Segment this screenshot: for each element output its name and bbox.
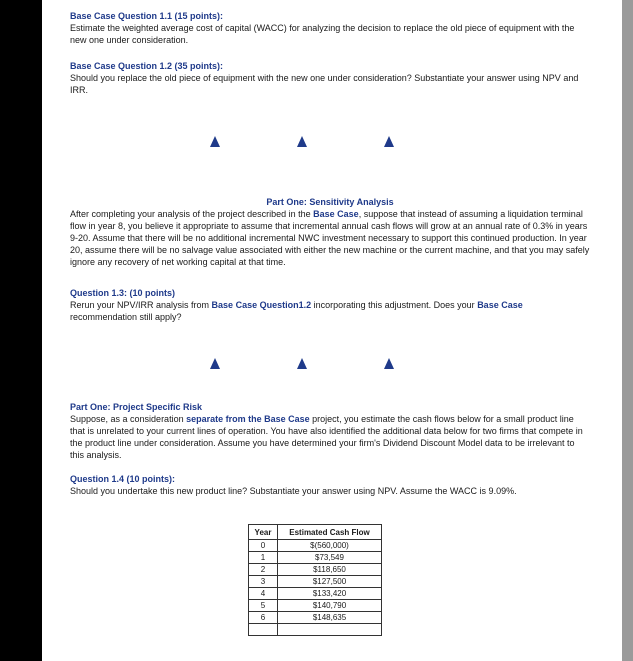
question-1-4 (70, 473, 590, 497)
triangle-icon (210, 358, 220, 369)
cash-flow-column-header: Estimated Cash Flow (278, 525, 382, 540)
sensitivity-base-case-emphasis: Base Case (313, 209, 359, 219)
sensitivity-analysis-text (70, 208, 590, 268)
table-row (249, 588, 382, 600)
q13-text-part-1: Rerun your NPV/IRR analysis from (70, 300, 212, 310)
question-1-1-text: Estimate the weighted average cost of capital (WACC) for analyzing the decision to replace the old piece of equipment with the new one under consideration. (70, 23, 575, 45)
project-specific-risk-section (70, 401, 590, 461)
table-row (249, 564, 382, 576)
table-row (249, 552, 382, 564)
sensitivity-analysis-section (70, 196, 590, 268)
year-column-header: Year (249, 525, 278, 540)
document-page (42, 0, 622, 661)
risk-emphasis: separate from the Base Case (186, 414, 310, 424)
question-1-4-title: Question 1.4 (10 points): (70, 474, 176, 484)
table-row (249, 624, 382, 636)
cash-flow-cell: $(560,000) (278, 540, 382, 552)
cash-flow-cell: $148,635 (278, 612, 382, 624)
triangle-icon (384, 136, 394, 147)
triangle-icon (297, 358, 307, 369)
year-cell: 5 (249, 600, 278, 612)
cash-flow-table (248, 524, 382, 636)
sensitivity-analysis-title: Part One: Sensitivity Analysis (266, 197, 394, 207)
question-1-1-title: Base Case Question 1.1 (15 points): (70, 11, 224, 21)
question-1-2-text: Should you replace the old piece of equipment with the new one under consideration? Substantiate your answer using NPV and IRR. (70, 73, 579, 95)
table-row (249, 612, 382, 624)
question-1-1 (70, 10, 590, 46)
question-1-4-text: Should you undertake this new product line? Substantiate your answer using NPV. Assume the WACC is 9.09%. (70, 486, 517, 496)
table-row (249, 540, 382, 552)
page-edge-shadow (622, 0, 633, 661)
question-1-2-title: Base Case Question 1.2 (35 points): (70, 61, 224, 71)
year-cell: 6 (249, 612, 278, 624)
question-1-3-title: Question 1.3: (10 points) (70, 288, 176, 298)
q13-emphasis-2: Base Case (477, 300, 523, 310)
cash-flow-cell: $118,650 (278, 564, 382, 576)
table-row (249, 576, 382, 588)
question-1-3 (70, 287, 590, 323)
q13-text-part-2: incorporating this adjustment. Does your (311, 300, 478, 310)
cash-flow-cell: $73,549 (278, 552, 382, 564)
year-cell: 3 (249, 576, 278, 588)
sensitivity-text-part-1: After completing your analysis of the project described in the (70, 209, 314, 219)
sensitivity-text-part-2: , suppose that instead of assuming a liquidation terminal flow in year 8, you believe it appropriate to assume that incremental annual cash flows will grow at an annual rate of 0.3% in years 9-20. Assume that there will be no additional incremental NWC investment necessary to support this continued production. In year 20, assume there will be no salvage value associated with either the new machine or the current machine, and that you may safely ignore any recovery of net working capital at that time. (70, 209, 590, 267)
empty-year-cell (249, 624, 278, 636)
question-1-2 (70, 60, 590, 96)
triangle-icon (384, 358, 394, 369)
divider-triangles (70, 358, 590, 374)
triangle-icon (210, 136, 220, 147)
q13-emphasis-1: Base Case Question1.2 (211, 300, 312, 310)
project-specific-risk-title: Part One: Project Specific Risk (70, 402, 203, 412)
divider-triangles (70, 136, 590, 152)
year-cell: 0 (249, 540, 278, 552)
year-cell: 1 (249, 552, 278, 564)
cash-flow-cell: $140,790 (278, 600, 382, 612)
project-specific-risk-text (70, 413, 590, 461)
table-header-row (249, 525, 382, 540)
empty-cash-flow-cell (278, 624, 382, 636)
table-row (249, 600, 382, 612)
risk-text-part-1: Suppose, as a consideration (70, 414, 187, 424)
q13-text-part-3: recommendation still apply? (70, 312, 182, 322)
risk-text-part-2: project, you estimate the cash flows below for a small product line that is unrelated to your current lines of operation. You have also identified the additional data below for two firms that compete in the product line under consideration. Assume you have determined your firm's Dividend Discount Model data to be irrelevant to this analysis. (70, 414, 583, 460)
cash-flow-cell: $127,500 (278, 576, 382, 588)
triangle-icon (297, 136, 307, 147)
year-cell: 2 (249, 564, 278, 576)
year-cell: 4 (249, 588, 278, 600)
cash-flow-cell: $133,420 (278, 588, 382, 600)
question-1-3-text (70, 299, 590, 323)
